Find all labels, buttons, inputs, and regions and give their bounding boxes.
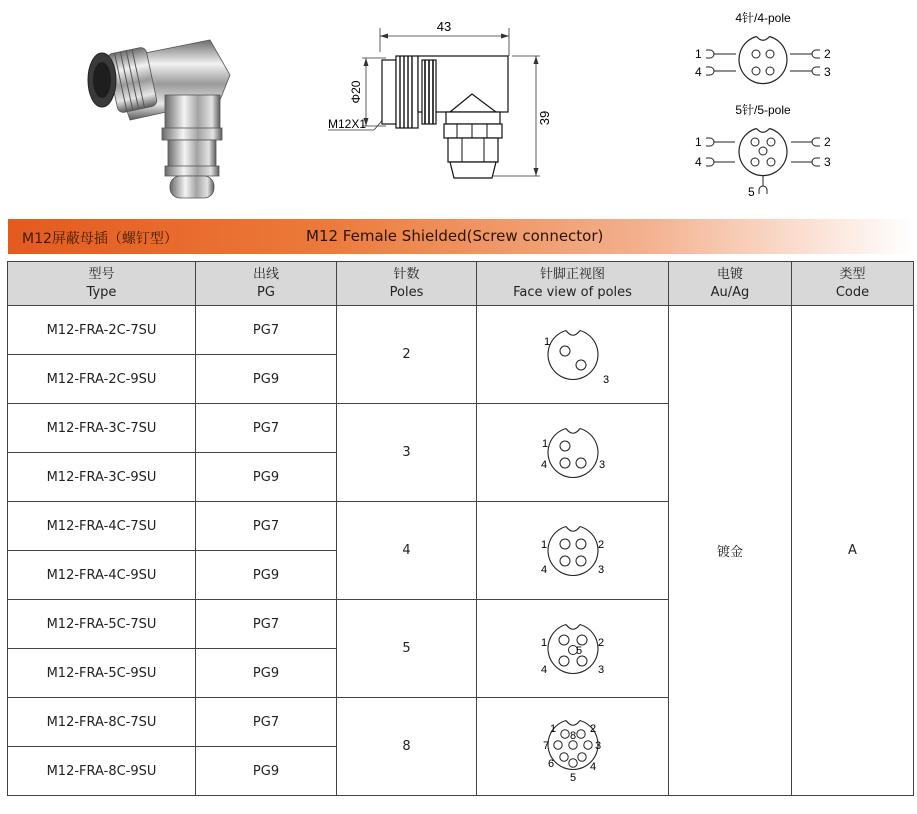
header-poles: 针数 Poles — [337, 262, 477, 306]
pg-cell: PG7 — [196, 306, 337, 355]
face-5-pin-4: 4 — [540, 663, 547, 676]
five-pole-pin-3: 3 — [824, 155, 831, 169]
type-cell: M12-FRA-3C-7SU — [8, 404, 196, 453]
type-cell: M12-FRA-5C-9SU — [8, 649, 196, 698]
header-type: 型号 Type — [8, 262, 196, 306]
header-pg: 出线 PG — [196, 262, 337, 306]
face-view-8-pole — [477, 698, 669, 796]
face-5-pin-2: 2 — [597, 636, 604, 649]
face-8-pin-2: 2 — [589, 722, 596, 735]
face-3-pin-1: 1 — [541, 437, 548, 450]
type-cell: M12-FRA-8C-7SU — [8, 698, 196, 747]
header-code: 类型 Code — [792, 262, 914, 306]
spec-table — [7, 261, 914, 796]
face-8-pin-6: 6 — [547, 757, 554, 770]
pg-cell: PG9 — [196, 649, 337, 698]
face-2-pin-3: 3 — [602, 373, 609, 386]
pg-cell: PG9 — [196, 453, 337, 502]
face-8-pin-8: 8 — [569, 729, 576, 742]
pg-cell: PG7 — [196, 698, 337, 747]
pg-cell: PG9 — [196, 355, 337, 404]
face-5-pin-1: 1 — [540, 636, 547, 649]
plating-cell: 镀金 — [669, 306, 792, 796]
poles-cell: 4 — [337, 502, 477, 600]
face-view-2-pole — [477, 306, 669, 404]
face-8-pin-3: 3 — [594, 739, 601, 752]
type-cell: M12-FRA-2C-7SU — [8, 306, 196, 355]
pin-reference-diagrams — [680, 8, 840, 203]
face-view-3-pole — [477, 404, 669, 502]
five-pole-pin-2: 2 — [824, 135, 831, 149]
pg-cell: PG9 — [196, 551, 337, 600]
five-pole-pin-5: 5 — [748, 185, 755, 199]
pg-cell: PG7 — [196, 600, 337, 649]
four-pole-pin-3: 3 — [824, 65, 831, 79]
section-banner — [8, 219, 914, 254]
header-plating: 电镀 Au/Ag — [669, 262, 792, 306]
four-pole-pin-4: 4 — [695, 65, 702, 79]
type-cell: M12-FRA-3C-9SU — [8, 453, 196, 502]
four-pole-pin-1: 1 — [695, 47, 702, 61]
pg-cell: PG9 — [196, 747, 337, 796]
type-cell: M12-FRA-4C-7SU — [8, 502, 196, 551]
face-2-pin-1: 1 — [543, 335, 550, 348]
face-8-pin-4: 4 — [589, 760, 596, 773]
face-4-pin-2: 2 — [597, 538, 604, 551]
face-4-pin-1: 1 — [540, 538, 547, 551]
four-pole-title: 4针/4-pole — [735, 11, 791, 25]
type-cell: M12-FRA-8C-9SU — [8, 747, 196, 796]
poles-cell: 8 — [337, 698, 477, 796]
height-dimension-label: 39 — [537, 110, 552, 126]
diameter-label: Φ20 — [349, 80, 363, 104]
poles-cell: 5 — [337, 600, 477, 698]
thread-label: M12X1 — [328, 117, 367, 131]
face-view-5-pole — [477, 600, 669, 698]
face-5-pin-3: 3 — [597, 663, 604, 676]
face-3-pin-4: 4 — [540, 458, 547, 471]
code-cell: A — [792, 306, 914, 796]
table-row — [8, 306, 914, 355]
banner-title-en: M12 Female Shielded(Screw connector) — [306, 227, 604, 245]
type-cell: M12-FRA-5C-7SU — [8, 600, 196, 649]
face-3-pin-3: 3 — [598, 458, 605, 471]
face-8-pin-1: 1 — [549, 722, 556, 735]
pg-cell: PG7 — [196, 404, 337, 453]
five-pole-pin-1: 1 — [695, 135, 702, 149]
face-4-pin-4: 4 — [540, 563, 547, 576]
type-cell: M12-FRA-4C-9SU — [8, 551, 196, 600]
face-5-pin-5: 5 — [575, 644, 582, 657]
face-8-pin-5: 5 — [569, 771, 576, 784]
header-face-view: 针脚正视图 Face view of poles — [477, 262, 669, 306]
width-dimension-label: 43 — [436, 19, 452, 34]
pg-cell: PG7 — [196, 502, 337, 551]
face-4-pin-3: 3 — [597, 563, 604, 576]
type-cell: M12-FRA-2C-9SU — [8, 355, 196, 404]
five-pole-pin-4: 4 — [695, 155, 702, 169]
poles-cell: 3 — [337, 404, 477, 502]
face-8-pin-7: 7 — [542, 739, 549, 752]
face-view-4-pole — [477, 502, 669, 600]
poles-cell: 2 — [337, 306, 477, 404]
banner-title-cn: M12屏蔽母插（螺钉型） — [22, 231, 178, 247]
table-header-row — [8, 262, 914, 306]
dimension-drawing — [322, 18, 552, 193]
connector-photo — [70, 20, 250, 200]
four-pole-pin-2: 2 — [824, 47, 831, 61]
five-pole-title: 5针/5-pole — [735, 103, 791, 117]
